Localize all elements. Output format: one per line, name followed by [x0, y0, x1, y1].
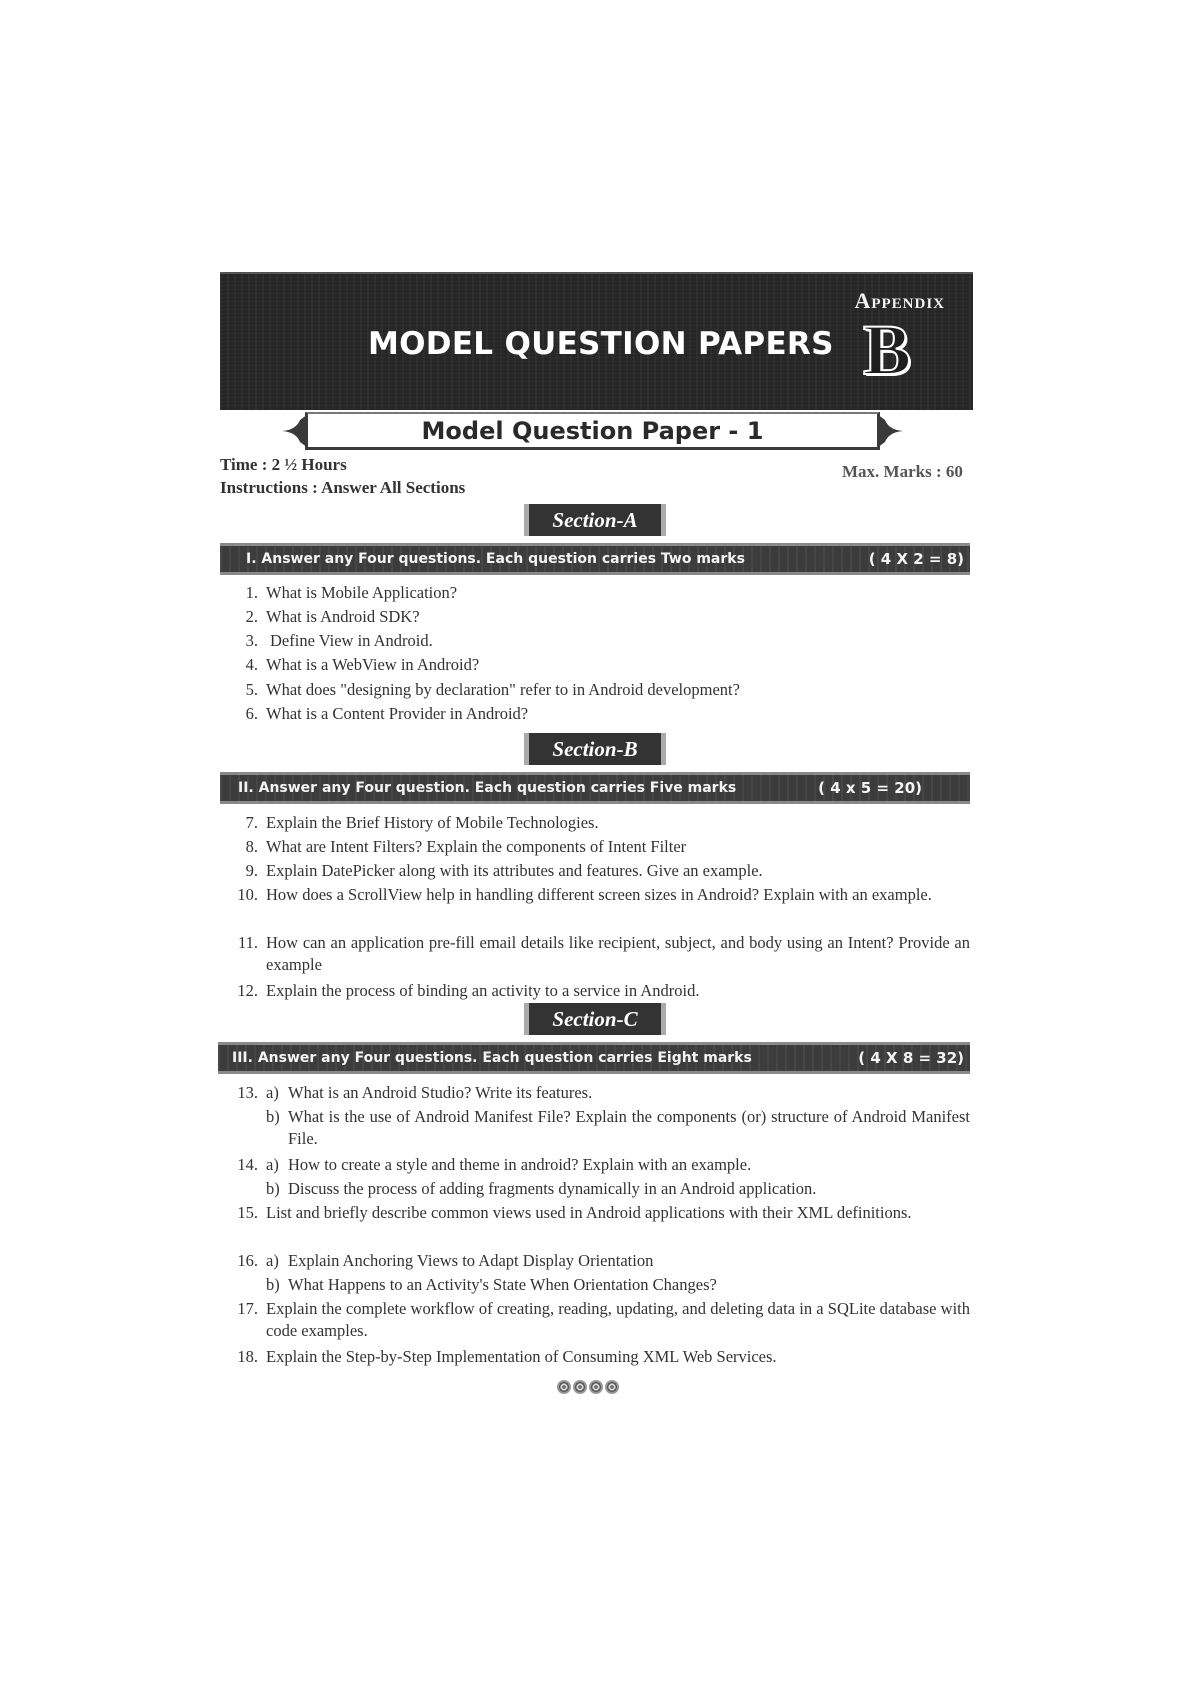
- question-item: 16. a) Explain Anchoring Views to Adapt Display Orientation b) What Happens to an Activity's State When Orientation Changes?: [230, 1250, 970, 1296]
- appendix-header: [220, 272, 973, 410]
- question-item: 18. Explain the Step-by-Step Implementation of Consuming XML Web Services.: [237, 1347, 777, 1366]
- question-item: 2. What is Android SDK?: [245, 607, 420, 626]
- banner-left-arrow-icon: [280, 412, 308, 450]
- question-item: 15. List and briefly describe common views used in Android applications with their XML definitions.: [237, 1203, 912, 1222]
- question-item: 13. a) What is an Android Studio? Write its features. b) What is the use of Android Manifest File? Explain the components (or) structure of Android Manifest File.: [237, 1083, 970, 1148]
- section-c-instruction-bar: [218, 1042, 970, 1074]
- section-b-label: Section-B: [524, 733, 666, 765]
- question-item: 8. What are Intent Filters? Explain the components of Intent Filter: [245, 837, 687, 856]
- sub-question: a) How to create a style and theme in android? Explain with an example.: [266, 1155, 752, 1174]
- question-item: 1. What is Mobile Application?: [245, 583, 458, 602]
- section-a-label: Section-A: [524, 504, 666, 536]
- time-info: Time : 2 ½ Hours: [220, 455, 347, 474]
- instructions-info: Instructions : Answer All Sections: [220, 478, 466, 497]
- paper-title-banner: [305, 412, 880, 450]
- question-item: 4. What is a WebView in Android?: [245, 655, 480, 674]
- sub-question: a) Explain Anchoring Views to Adapt Display Orientation: [266, 1251, 654, 1270]
- section-c-label: Section-C: [524, 1003, 666, 1035]
- four-circles-ornament-icon: [557, 1380, 619, 1394]
- question-item: 12. Explain the process of binding an activity to a service in Android.: [237, 981, 700, 1000]
- section-b-marks: ( 4 x 5 = 20): [818, 779, 922, 797]
- section-b-instruction-bar: [220, 772, 970, 804]
- main-title: MODEL QUESTION PAPERS: [368, 326, 834, 362]
- question-item: 5. What does "designing by declaration" refer to in Android development?: [245, 680, 740, 699]
- question-item: 3. Define View in Android.: [245, 631, 433, 650]
- question-item: 11. How can an application pre-fill email details like recipient, subject, and body using an Intent? Provide an example: [237, 933, 970, 974]
- appendix-letter: B: [862, 310, 911, 390]
- section-c-instruction: III. Answer any Four questions. Each question carries Eight marks: [232, 1050, 752, 1066]
- sub-question: a) What is an Android Studio? Write its features.: [266, 1083, 593, 1102]
- paper-title: Model Question Paper - 1: [421, 416, 764, 445]
- section-a-instruction-bar: [220, 543, 970, 575]
- sub-question: b) Discuss the process of adding fragments dynamically in an Android application.: [266, 1179, 817, 1198]
- banner-right-arrow-icon: [877, 412, 905, 450]
- question-item: 14. a) How to create a style and theme in android? Explain with an example. b) Discuss the process of adding fragments dynamically in an Android application.: [230, 1154, 970, 1200]
- question-item: 9. Explain DatePicker along with its attributes and features. Give an example.: [245, 861, 763, 880]
- question-item: 17. Explain the complete workflow of creating, reading, updating, and deleting data in a SQLite database with code examples.: [237, 1299, 970, 1340]
- sub-question: b) What is the use of Android Manifest File? Explain the components (or) structure of Android Manifest File.: [266, 1107, 970, 1148]
- section-c-marks: ( 4 X 8 = 32): [858, 1049, 964, 1067]
- question-item: 7. Explain the Brief History of Mobile Technologies.: [245, 813, 599, 832]
- section-a-instruction: I. Answer any Four questions. Each question carries Two marks: [246, 551, 745, 567]
- question-item: 6. What is a Content Provider in Android?: [245, 704, 529, 723]
- sub-question: b) What Happens to an Activity's State When Orientation Changes?: [266, 1275, 717, 1294]
- question-item: 10. How does a ScrollView help in handling different screen sizes in Android? Explain with an example.: [237, 885, 932, 904]
- max-marks-info: Max. Marks : 60: [842, 462, 963, 481]
- section-b-instruction: II. Answer any Four question. Each question carries Five marks: [238, 780, 737, 796]
- section-a-marks: ( 4 X 2 = 8): [868, 550, 964, 568]
- appendix-label: Appendix: [854, 288, 945, 313]
